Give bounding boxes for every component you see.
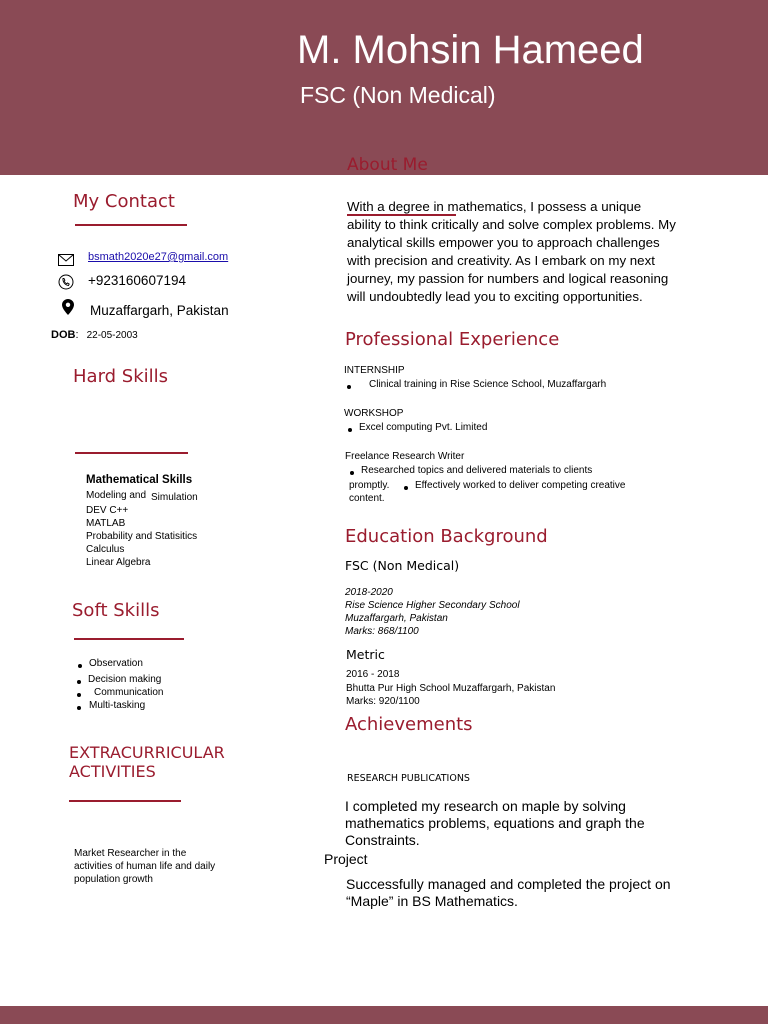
skill-matlab: MATLAB [86,518,126,529]
bullet [347,385,351,389]
fsc-school: Rise Science Higher Secondary School [345,600,520,611]
workshop-label: WORKSHOP [344,408,404,419]
mail-icon [58,253,74,271]
location-pin-icon [62,299,74,320]
soft-skill-item: Multi-tasking [89,700,146,711]
skill-modeling: Modeling and [86,490,147,501]
fsc-years: 2018-2020 [345,587,393,598]
research-text [345,798,645,849]
project-text [346,876,671,910]
about-line: analytical skills empower you to approach challenges [347,235,660,250]
about-line: with precision and creativity. As I embark on my next [347,253,655,268]
experience-title: Professional Experience [345,329,560,350]
metric-details [346,668,555,709]
project-line: “Maple” in BS Mathematics. [346,893,518,909]
project-label: Project [324,851,368,867]
email-link[interactable]: bsmath2020e27@gmail.com [88,251,229,263]
education-title: Education Background [345,526,548,547]
dob-row [51,329,138,341]
research-line: I completed my research on maple by solving [345,798,626,814]
skill-simulation: Simulation [151,492,198,503]
phone-number: +923160607194 [88,273,186,288]
footer-band [0,1006,768,1024]
freelance-line1: Researched topics and delivered materials to clients [361,465,593,476]
soft-skill-item: Observation [89,658,143,669]
freelance-line2a: promptly. [349,480,390,491]
bullet [77,706,81,710]
bullet [350,471,354,475]
skill-linear-algebra: Linear Algebra [86,557,151,568]
dob-separator: : [75,329,79,341]
bullet [348,428,352,432]
freelance-line3: content. [349,493,385,504]
research-line: mathematics problems, equations and graph the [345,815,645,831]
soft-skills-rule [74,638,184,640]
hard-skills-heading: Mathematical Skills [86,474,193,486]
metric-label: Metric [346,647,385,662]
metric-marks: Marks: 920/1100 [346,696,420,707]
metric-years: 2016 - 2018 [346,669,400,680]
about-text [347,198,676,306]
contact-title: My Contact [73,191,175,212]
extracurricular-line: activities of human life and daily [74,861,216,872]
candidate-subtitle: FSC (Non Medical) [300,82,496,108]
about-line: With a degree in mathematics, I possess a unique [347,199,642,214]
about-line: journey, my passion for numbers and logical reasoning [347,271,669,286]
extracurricular-rule [69,800,181,802]
bullet [404,486,408,490]
dob-value: 22-05-2003 [86,330,138,341]
soft-skill-item: Communication [94,687,164,698]
research-line: Constraints. [345,832,420,848]
fsc-city: Muzaffargarh, Pakistan [345,613,448,624]
achievements-title: Achievements [345,714,473,735]
location-text: Muzaffargarh, Pakistan [90,303,229,318]
fsc-details [345,586,520,638]
soft-skill-item: Decision making [88,674,162,685]
about-line: ability to think critically and solve complex problems. My [347,217,676,232]
extracurricular-title-line1: EXTRACURRICULAR [69,743,225,762]
internship-item: Clinical training in Rise Science School, Muzaffargarh [369,379,607,390]
research-label: RESEARCH PUBLICATIONS [347,773,470,784]
project-line: Successfully managed and completed the project on [346,876,671,892]
skill-calculus: Calculus [86,544,125,555]
extracurricular-title-line2: ACTIVITIES [69,762,156,781]
bullet [77,693,81,697]
workshop-item: Excel computing Pvt. Limited [359,422,488,433]
about-line: will undoubtedly lead you to exciting opportunities. [347,289,643,304]
fsc-label: FSC (Non Medical) [345,558,460,573]
dob-label: DOB [51,329,76,341]
extracurricular-line: population growth [74,874,153,885]
candidate-name: M. Mohsin Hameed [297,28,644,72]
hard-skills-title: Hard Skills [73,366,169,387]
freelance-line2b: Effectively worked to deliver competing creative [415,480,626,491]
about-title: About Me [347,155,428,175]
extracurricular-text [74,847,215,886]
freelance-label: Freelance Research Writer [345,451,465,462]
contact-rule [75,224,187,226]
extracurricular-line: Market Researcher in the [74,848,187,859]
metric-school: Bhutta Pur High School Muzaffargarh, Pakistan [346,682,556,694]
internship-label: INTERNSHIP [344,365,405,376]
bullet [77,680,81,684]
skill-probability: Probability and Statisitics [86,531,198,542]
soft-skills-title: Soft Skills [72,600,160,621]
hard-skills-rule [75,452,188,454]
extracurricular-title [69,743,225,781]
bullet [78,664,82,668]
skill-devcpp: DEV C++ [86,505,129,516]
fsc-marks: Marks: 868/1100 [345,626,419,637]
phone-icon [58,274,74,295]
